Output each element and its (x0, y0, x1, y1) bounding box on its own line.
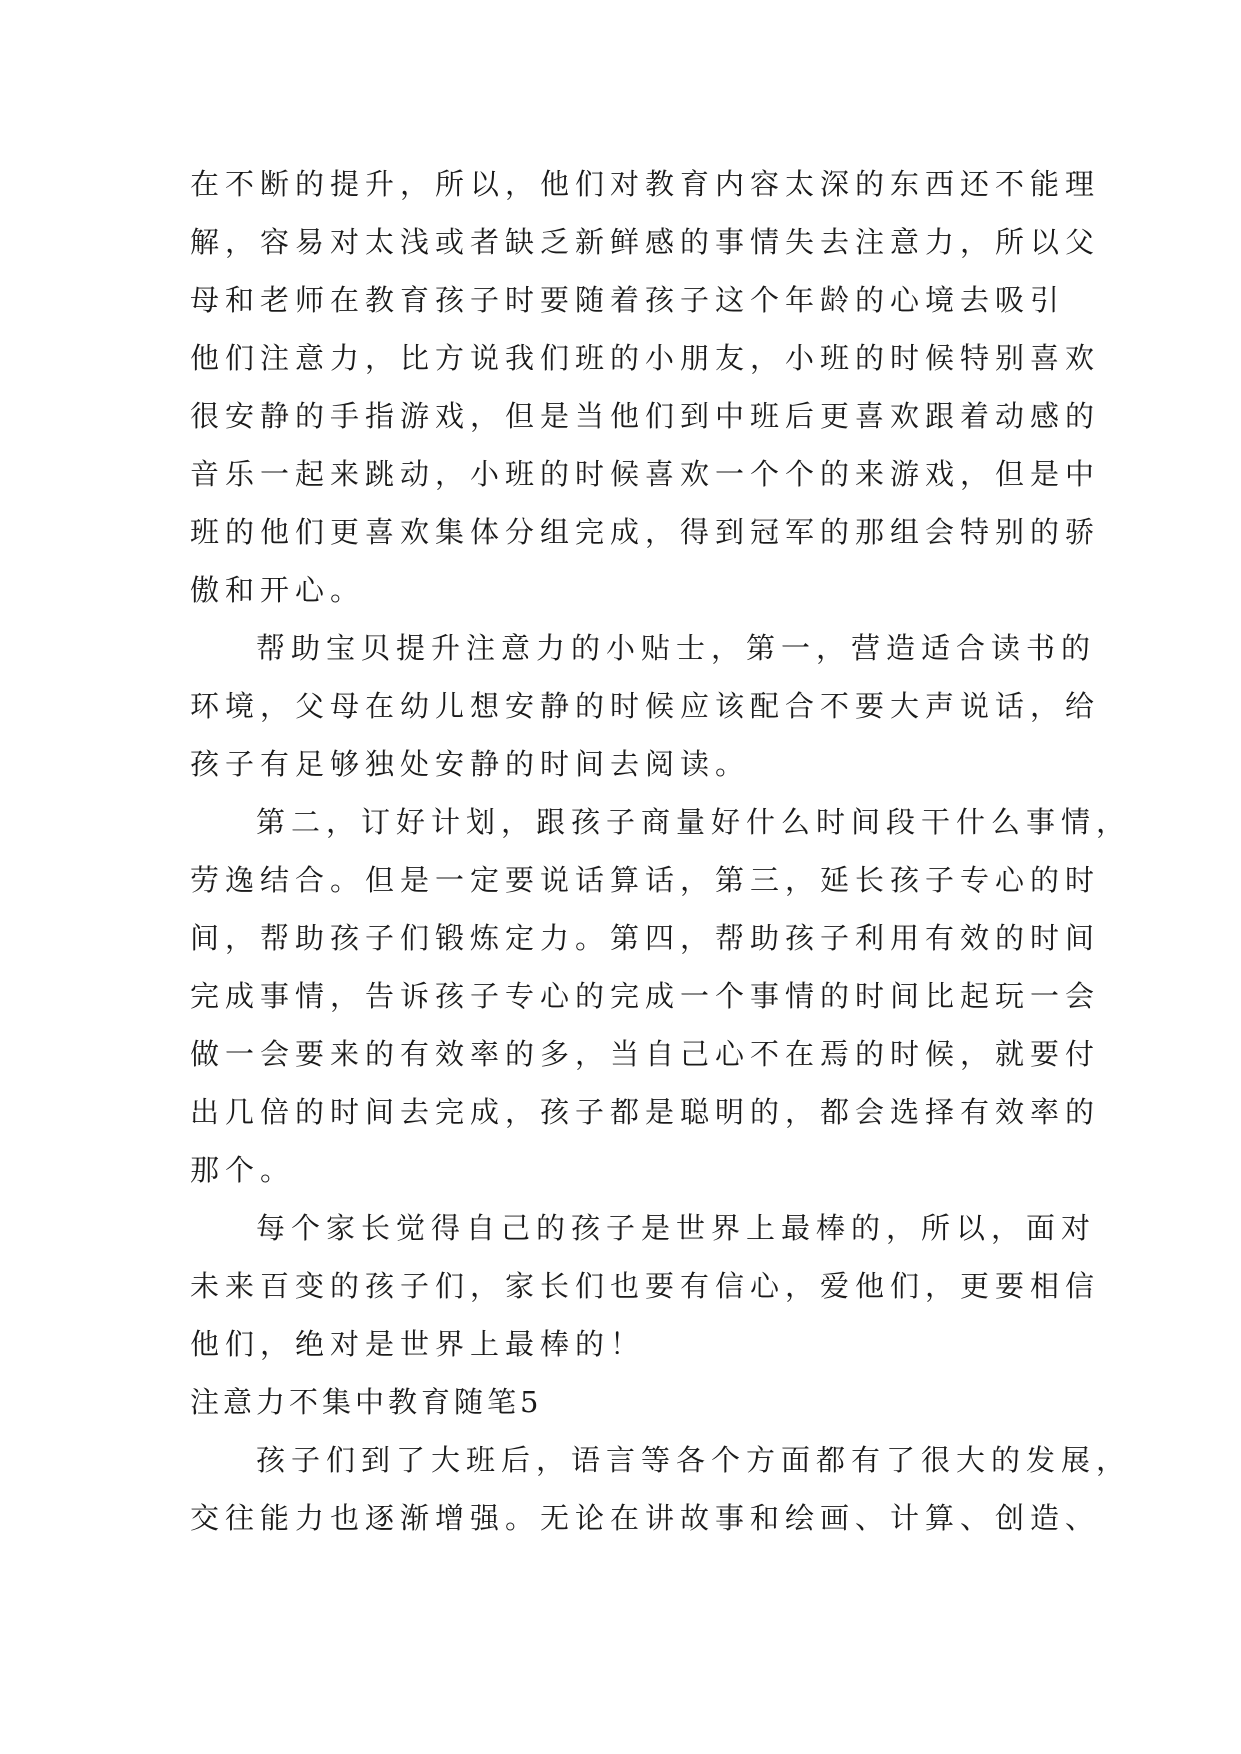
text-line: 未来百变的孩子们，家长们也要有信心，爱他们，更要相信 (190, 1269, 1101, 1303)
text-line: 那个。 (190, 1153, 296, 1187)
text-line: 环境，父母在幼儿想安静的时候应该配合不要大声说话，给 (190, 689, 1101, 723)
text-line: 母和老师在教育孩子时要随着孩子这个年龄的心境去吸引 (190, 283, 1066, 317)
text-line: 很安静的手指游戏，但是当他们到中班后更喜欢跟着动感的 (190, 399, 1101, 433)
text-line: 他们注意力，比方说我们班的小朋友，小班的时候特别喜欢 (190, 341, 1101, 375)
text-line: 孩子们到了大班后，语言等各个方面都有了很大的发展， (256, 1443, 1132, 1477)
text-line: 在不断的提升，所以，他们对教育内容太深的东西还不能理 (190, 167, 1101, 201)
text-line: 音乐一起来跳动，小班的时候喜欢一个个的来游戏，但是中 (190, 457, 1101, 491)
text-line: 出几倍的时间去完成，孩子都是聪明的，都会选择有效率的 (190, 1095, 1101, 1129)
text-line: 帮助宝贝提升注意力的小贴士，第一，营造适合读书的 (256, 631, 1097, 665)
text-line: 劳逸结合。但是一定要说话算话，第三，延长孩子专心的时 (190, 863, 1101, 897)
text-line: 第二，订好计划，跟孩子商量好什么时间段干什么事情， (256, 805, 1132, 839)
text-line: 间，帮助孩子们锻炼定力。第四，帮助孩子利用有效的时间 (190, 921, 1101, 955)
section-heading: 注意力不集中教育随笔5 (190, 1385, 543, 1419)
text-line: 傲和开心。 (190, 573, 366, 607)
text-line: 孩子有足够独处安静的时间去阅读。 (190, 747, 751, 781)
document-body (190, 155, 1132, 1547)
text-line: 交往能力也逐渐增强。无论在讲故事和绘画、计算、创造、 (190, 1501, 1101, 1535)
text-line: 班的他们更喜欢集体分组完成，得到冠军的那组会特别的骄 (190, 515, 1101, 549)
text-line: 每个家长觉得自己的孩子是世界上最棒的，所以，面对 (256, 1211, 1097, 1245)
text-line: 做一会要来的有效率的多，当自己心不在焉的时候，就要付 (190, 1037, 1101, 1071)
text-line: 解，容易对太浅或者缺乏新鲜感的事情失去注意力，所以父 (190, 225, 1101, 259)
text-line: 他们，绝对是世界上最棒的！ (190, 1327, 646, 1361)
text-line: 完成事情，告诉孩子专心的完成一个事情的时间比起玩一会 (190, 979, 1101, 1013)
